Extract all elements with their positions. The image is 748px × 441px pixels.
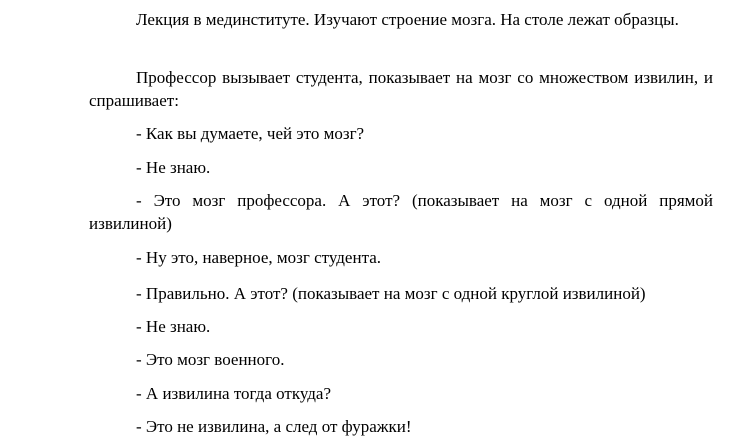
paragraph-professor-question: Профессор вызывает студента, показывает на мозг со множеством извилин, и спрашивает:	[89, 68, 713, 110]
dialogue-line: - Это мозг профессора. А этот? (показывает на мозг с одной прямой извилиной)	[89, 191, 713, 233]
dialogue-line: - Не знаю.	[136, 158, 211, 177]
paragraph-intro: Лекция в мединституте. Изучают строение мозга. На столе лежат образцы.	[136, 10, 679, 29]
dialogue-line: - Это мозг военного.	[136, 350, 285, 369]
dialogue-line: - А извилина тогда откуда?	[136, 384, 332, 403]
dialogue-line: - Как вы думаете, чей это мозг?	[136, 124, 365, 143]
dialogue-line: - Ну это, наверное, мозг студента.	[136, 248, 382, 267]
dialogue-punchline: - Это не извилина, а след от фуражки!	[136, 417, 412, 436]
dialogue-line: - Правильно. А этот? (показывает на мозг с одной круглой извилиной)	[136, 284, 646, 303]
dialogue-line: - Не знаю.	[136, 317, 211, 336]
